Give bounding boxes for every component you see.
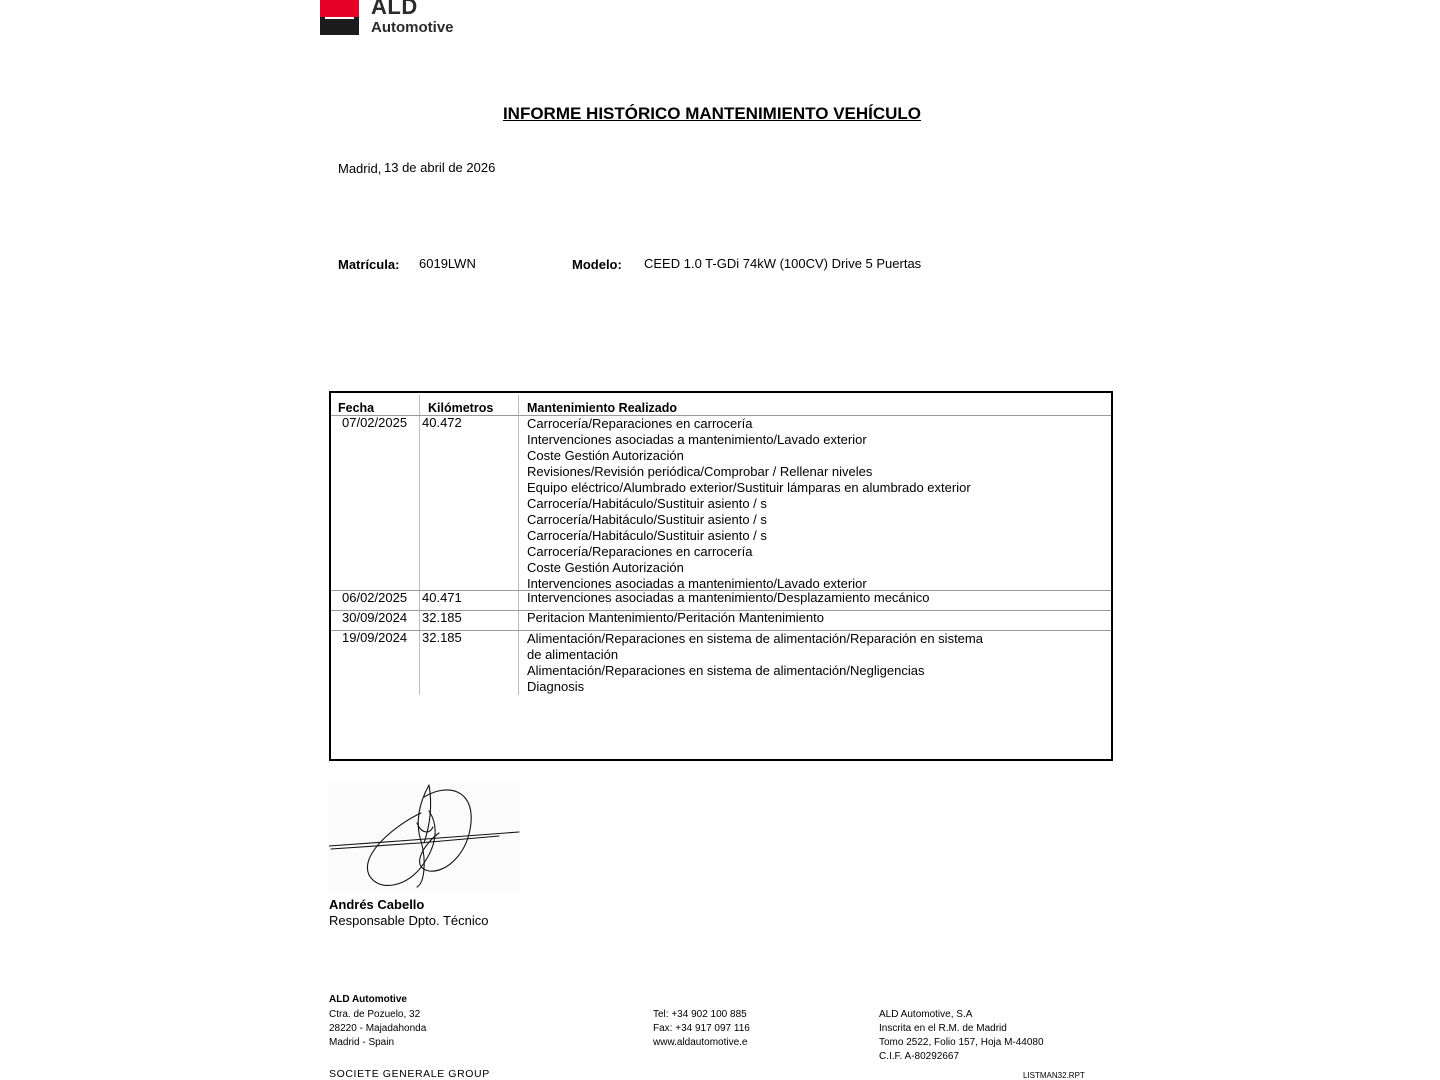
date-value: 13 de abril de 2026 xyxy=(384,160,496,175)
group-name: SOCIETE GENERALE GROUP xyxy=(329,1068,490,1080)
list-item: Revisiones/Revisión periódica/Comprobar / Rellenar niveles xyxy=(527,464,873,479)
handwritten-signature xyxy=(329,783,521,891)
legal-line: Tomo 2522, Folio 157, Hoja M-44080 xyxy=(879,1037,1044,1048)
header-maintenance: Mantenimiento Realizado xyxy=(527,401,678,415)
list-item: Intervenciones asociadas a mantenimiento/Desplazamiento mecánico xyxy=(527,590,930,605)
row-date: 19/09/2024 xyxy=(342,630,408,645)
list-item: Peritacion Mantenimiento/Peritación Mantenimiento xyxy=(527,610,824,625)
list-item: Carrocería/Habitáculo/Sustituir asiento / s xyxy=(527,528,767,543)
contact-website: www.aldautomotive.e xyxy=(653,1037,748,1048)
row-items xyxy=(527,416,971,592)
footer-company: ALD Automotive xyxy=(329,994,407,1005)
list-item: de alimentación xyxy=(527,647,619,662)
row-km: 32.185 xyxy=(422,630,462,645)
list-item: Alimentación/Reparaciones en sistema de alimentación/Reparación en sistema xyxy=(527,631,983,646)
row-items xyxy=(527,610,824,626)
row-date: 07/02/2025 xyxy=(342,415,408,430)
signature-drawing xyxy=(329,783,521,891)
list-item: Carrocería/Habitáculo/Sustituir asiento / s xyxy=(527,512,767,527)
row-km: 32.185 xyxy=(422,610,462,625)
signer-role: Responsable Dpto. Técnico xyxy=(329,913,489,928)
address-line: Madrid - Spain xyxy=(329,1037,395,1048)
list-item: Alimentación/Reparaciones en sistema de alimentación/Negligencias xyxy=(527,663,925,678)
row-date: 06/02/2025 xyxy=(342,590,408,605)
list-item: Coste Gestión Autorización xyxy=(527,560,684,575)
logo-name: ALD xyxy=(371,0,418,19)
contact-phone: Tel: +34 902 100 885 xyxy=(653,1009,747,1020)
document-title: INFORME HISTÓRICO MANTENIMIENTO VEHÍCULO xyxy=(502,104,922,123)
list-item: Carrocería/Habitáculo/Sustituir asiento / s xyxy=(527,496,767,511)
plate-label: Matrícula: xyxy=(338,257,400,272)
report-code: LISTMAN32.RPT xyxy=(1023,1071,1085,1080)
footer-contact xyxy=(653,1008,750,1050)
header-date: Fecha xyxy=(338,401,375,415)
plate-value: 6019LWN xyxy=(419,256,476,271)
address-line: 28220 - Majadahonda xyxy=(329,1023,427,1034)
footer-address xyxy=(329,1008,426,1050)
list-item: Intervenciones asociadas a mantenimiento/Lavado exterior xyxy=(527,576,867,591)
row-date: 30/09/2024 xyxy=(342,610,408,625)
model-value: CEED 1.0 T-GDi 74kW (100CV) Drive 5 Puertas xyxy=(644,256,922,271)
legal-line: C.I.F. A-80292667 xyxy=(879,1051,960,1062)
date-city: Madrid, xyxy=(338,161,382,176)
col-divider xyxy=(419,395,420,695)
list-item: Intervenciones asociadas a mantenimiento/Lavado exterior xyxy=(527,432,867,447)
col-divider xyxy=(518,395,519,695)
logo-subtitle: Automotive xyxy=(371,19,454,36)
list-item: Carrocería/Reparaciones en carrocería xyxy=(527,416,753,431)
row-km: 40.472 xyxy=(422,415,462,430)
legal-line: Inscrita en el R.M. de Madrid xyxy=(879,1023,1007,1034)
list-item: Equipo eléctrico/Alumbrado exterior/Sustituir lámparas en alumbrado exterior xyxy=(527,480,971,495)
header-km: Kilómetros xyxy=(428,401,494,415)
signer-name: Andrés Cabello xyxy=(329,897,425,912)
ald-logo-mark xyxy=(320,0,359,35)
row-items xyxy=(527,590,930,606)
list-item: Diagnosis xyxy=(527,679,585,694)
row-items xyxy=(527,631,983,695)
address-line: Ctra. de Pozuelo, 32 xyxy=(329,1009,421,1020)
legal-line: ALD Automotive, S.A xyxy=(879,1009,973,1020)
list-item: Coste Gestión Autorización xyxy=(527,448,684,463)
maintenance-table xyxy=(329,391,1113,761)
row-km: 40.471 xyxy=(422,590,462,605)
footer-legal xyxy=(879,1008,1044,1064)
model-label: Modelo: xyxy=(572,257,622,272)
contact-fax: Fax: +34 917 097 116 xyxy=(653,1023,750,1034)
list-item: Carrocería/Reparaciones en carrocería xyxy=(527,544,753,559)
